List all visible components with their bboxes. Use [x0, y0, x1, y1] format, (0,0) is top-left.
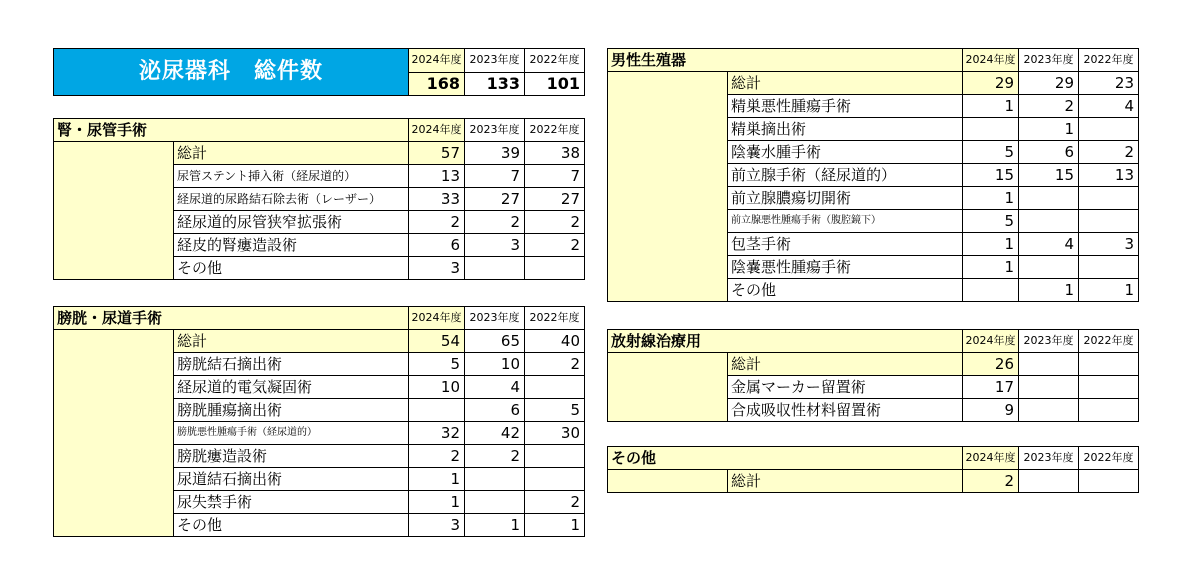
row-label: 総計: [728, 353, 963, 376]
row-2023: 3: [465, 234, 525, 257]
row-2024: 15: [963, 164, 1019, 187]
row-2024: 33: [409, 188, 465, 211]
row-2023: 4: [1019, 233, 1079, 256]
row-2024: 1: [409, 491, 465, 514]
summary-2023: 133: [465, 72, 525, 96]
row-2022: 2: [1079, 141, 1139, 164]
row-2023: [465, 257, 525, 280]
row-2023: [1019, 187, 1079, 210]
row-2022: 4: [1079, 95, 1139, 118]
year-2024: 2024年度: [963, 447, 1019, 470]
row-2024: 57: [409, 142, 465, 165]
row-2022: 2: [525, 491, 585, 514]
row-label: 膀胱瘻造設術: [174, 445, 409, 468]
row-2024: 2: [963, 470, 1019, 493]
other-table: [607, 446, 1139, 493]
row-2023: 39: [465, 142, 525, 165]
section-title: その他: [608, 447, 963, 470]
row-2023: [465, 491, 525, 514]
page-title: 泌尿器科 総件数: [54, 49, 409, 96]
row-2022: [1079, 187, 1139, 210]
row-2023: [1019, 399, 1079, 422]
row-2023: 1: [465, 514, 525, 537]
summary-2022: 101: [525, 72, 585, 96]
section-margin: [608, 72, 728, 302]
row-label: 陰嚢悪性腫瘍手術: [728, 256, 963, 279]
row-2022: 13: [1079, 164, 1139, 187]
row-label: 総計: [728, 470, 963, 493]
row-2024: 5: [963, 210, 1019, 233]
row-2022: 3: [1079, 233, 1139, 256]
year-2023: 2023年度: [465, 307, 525, 330]
row-2022: 23: [1079, 72, 1139, 95]
row-2022: 1: [525, 514, 585, 537]
row-2022: 27: [525, 188, 585, 211]
row-2024: 5: [409, 353, 465, 376]
row-label: 包茎手術: [728, 233, 963, 256]
row-label: 総計: [728, 72, 963, 95]
row-2024: 1: [963, 95, 1019, 118]
row-2022: [525, 445, 585, 468]
row-label: 総計: [174, 142, 409, 165]
row-label: 経皮的腎瘻造設術: [174, 234, 409, 257]
row-label: 陰嚢水腫手術: [728, 141, 963, 164]
row-2024: 2: [409, 211, 465, 234]
row-2024: 3: [409, 257, 465, 280]
row-2022: [525, 257, 585, 280]
row-2024: 32: [409, 422, 465, 445]
row-2022: [1079, 118, 1139, 141]
year-2024: 2024年度: [963, 330, 1019, 353]
section-margin: [54, 330, 174, 537]
row-2023: 29: [1019, 72, 1079, 95]
bladder-table: [53, 306, 585, 537]
year-2022: 2022年度: [1079, 330, 1139, 353]
row-label: 精巣摘出術: [728, 118, 963, 141]
row-2024: 26: [963, 353, 1019, 376]
row-label: 尿道結石摘出術: [174, 468, 409, 491]
row-2023: 1: [1019, 279, 1079, 302]
year-2022: 2022年度: [525, 49, 585, 73]
year-2023: 2023年度: [465, 49, 525, 73]
row-2023: 27: [465, 188, 525, 211]
section-title: 男性生殖器: [608, 49, 963, 72]
section-title: 腎・尿管手術: [54, 119, 409, 142]
row-label: 総計: [174, 330, 409, 353]
row-2022: 7: [525, 165, 585, 188]
section-margin: [608, 353, 728, 422]
row-2023: [1019, 210, 1079, 233]
row-2022: 5: [525, 399, 585, 422]
row-2022: [1079, 210, 1139, 233]
year-2022: 2022年度: [1079, 447, 1139, 470]
kidney-table: [53, 118, 585, 280]
row-label: 前立腺手術（経尿道的）: [728, 164, 963, 187]
row-label: 膀胱結石摘出術: [174, 353, 409, 376]
row-2022: [1079, 399, 1139, 422]
row-label: 前立腺悪性腫瘍手術（腹腔鏡下）: [728, 210, 963, 233]
row-2022: 2: [525, 234, 585, 257]
summary-2024: 168: [409, 72, 465, 96]
row-label: 経尿道的電気凝固術: [174, 376, 409, 399]
year-2024: 2024年度: [409, 119, 465, 142]
radiation-table: [607, 329, 1139, 422]
male-table: [607, 48, 1139, 302]
row-2022: 38: [525, 142, 585, 165]
row-2024: 5: [963, 141, 1019, 164]
row-2022: [525, 376, 585, 399]
row-2023: [1019, 353, 1079, 376]
row-2024: 1: [409, 468, 465, 491]
row-2023: 2: [465, 445, 525, 468]
year-2023: 2023年度: [1019, 447, 1079, 470]
row-label: 尿管ステント挿入術（経尿道的）: [174, 165, 409, 188]
row-2023: 6: [465, 399, 525, 422]
row-2023: 2: [1019, 95, 1079, 118]
section-margin: [608, 470, 728, 493]
row-2023: 10: [465, 353, 525, 376]
row-2024: 6: [409, 234, 465, 257]
row-label: 金属マーカー留置術: [728, 376, 963, 399]
row-label: 膀胱腫瘍摘出術: [174, 399, 409, 422]
row-2022: 30: [525, 422, 585, 445]
row-label: その他: [174, 257, 409, 280]
year-2023: 2023年度: [1019, 330, 1079, 353]
row-2024: [409, 399, 465, 422]
row-2022: 1: [1079, 279, 1139, 302]
row-label: その他: [728, 279, 963, 302]
row-2022: [1079, 256, 1139, 279]
row-2022: 2: [525, 211, 585, 234]
year-2024: 2024年度: [409, 49, 465, 73]
row-2022: 2: [525, 353, 585, 376]
row-label: 前立腺膿瘍切開術: [728, 187, 963, 210]
row-label: 膀胱悪性腫瘍手術（経尿道的）: [174, 422, 409, 445]
row-2024: 13: [409, 165, 465, 188]
year-2022: 2022年度: [1079, 49, 1139, 72]
row-label: 合成吸収性材料留置術: [728, 399, 963, 422]
section-title: 放射線治療用: [608, 330, 963, 353]
row-label: 尿失禁手術: [174, 491, 409, 514]
year-2022: 2022年度: [525, 307, 585, 330]
row-label: 経尿道的尿路結石除去術（レーザー）: [174, 188, 409, 211]
row-2023: [1019, 376, 1079, 399]
row-2022: [1079, 470, 1139, 493]
row-2022: [525, 468, 585, 491]
row-2022: 40: [525, 330, 585, 353]
section-title: 膀胱・尿道手術: [54, 307, 409, 330]
row-2023: 2: [465, 211, 525, 234]
row-2023: 1: [1019, 118, 1079, 141]
year-2023: 2023年度: [1019, 49, 1079, 72]
row-2024: 1: [963, 187, 1019, 210]
row-2024: 3: [409, 514, 465, 537]
row-2024: 1: [963, 256, 1019, 279]
row-2024: 2: [409, 445, 465, 468]
year-2024: 2024年度: [963, 49, 1019, 72]
row-2024: 9: [963, 399, 1019, 422]
year-2024: 2024年度: [409, 307, 465, 330]
row-2023: 6: [1019, 141, 1079, 164]
year-2023: 2023年度: [465, 119, 525, 142]
row-2022: [1079, 376, 1139, 399]
row-2023: 4: [465, 376, 525, 399]
row-2024: 54: [409, 330, 465, 353]
row-2024: 10: [409, 376, 465, 399]
row-2023: [465, 468, 525, 491]
row-2023: 42: [465, 422, 525, 445]
row-2023: 7: [465, 165, 525, 188]
row-label: 精巣悪性腫瘍手術: [728, 95, 963, 118]
row-2023: [1019, 470, 1079, 493]
row-2023: 15: [1019, 164, 1079, 187]
row-label: 経尿道的尿管狭窄拡張術: [174, 211, 409, 234]
row-2024: 29: [963, 72, 1019, 95]
row-label: その他: [174, 514, 409, 537]
row-2022: [1079, 353, 1139, 376]
row-2024: 1: [963, 233, 1019, 256]
row-2023: 65: [465, 330, 525, 353]
year-2022: 2022年度: [525, 119, 585, 142]
summary-table: [53, 48, 585, 96]
row-2024: [963, 279, 1019, 302]
section-margin: [54, 142, 174, 280]
row-2024: 17: [963, 376, 1019, 399]
row-2024: [963, 118, 1019, 141]
row-2023: [1019, 256, 1079, 279]
